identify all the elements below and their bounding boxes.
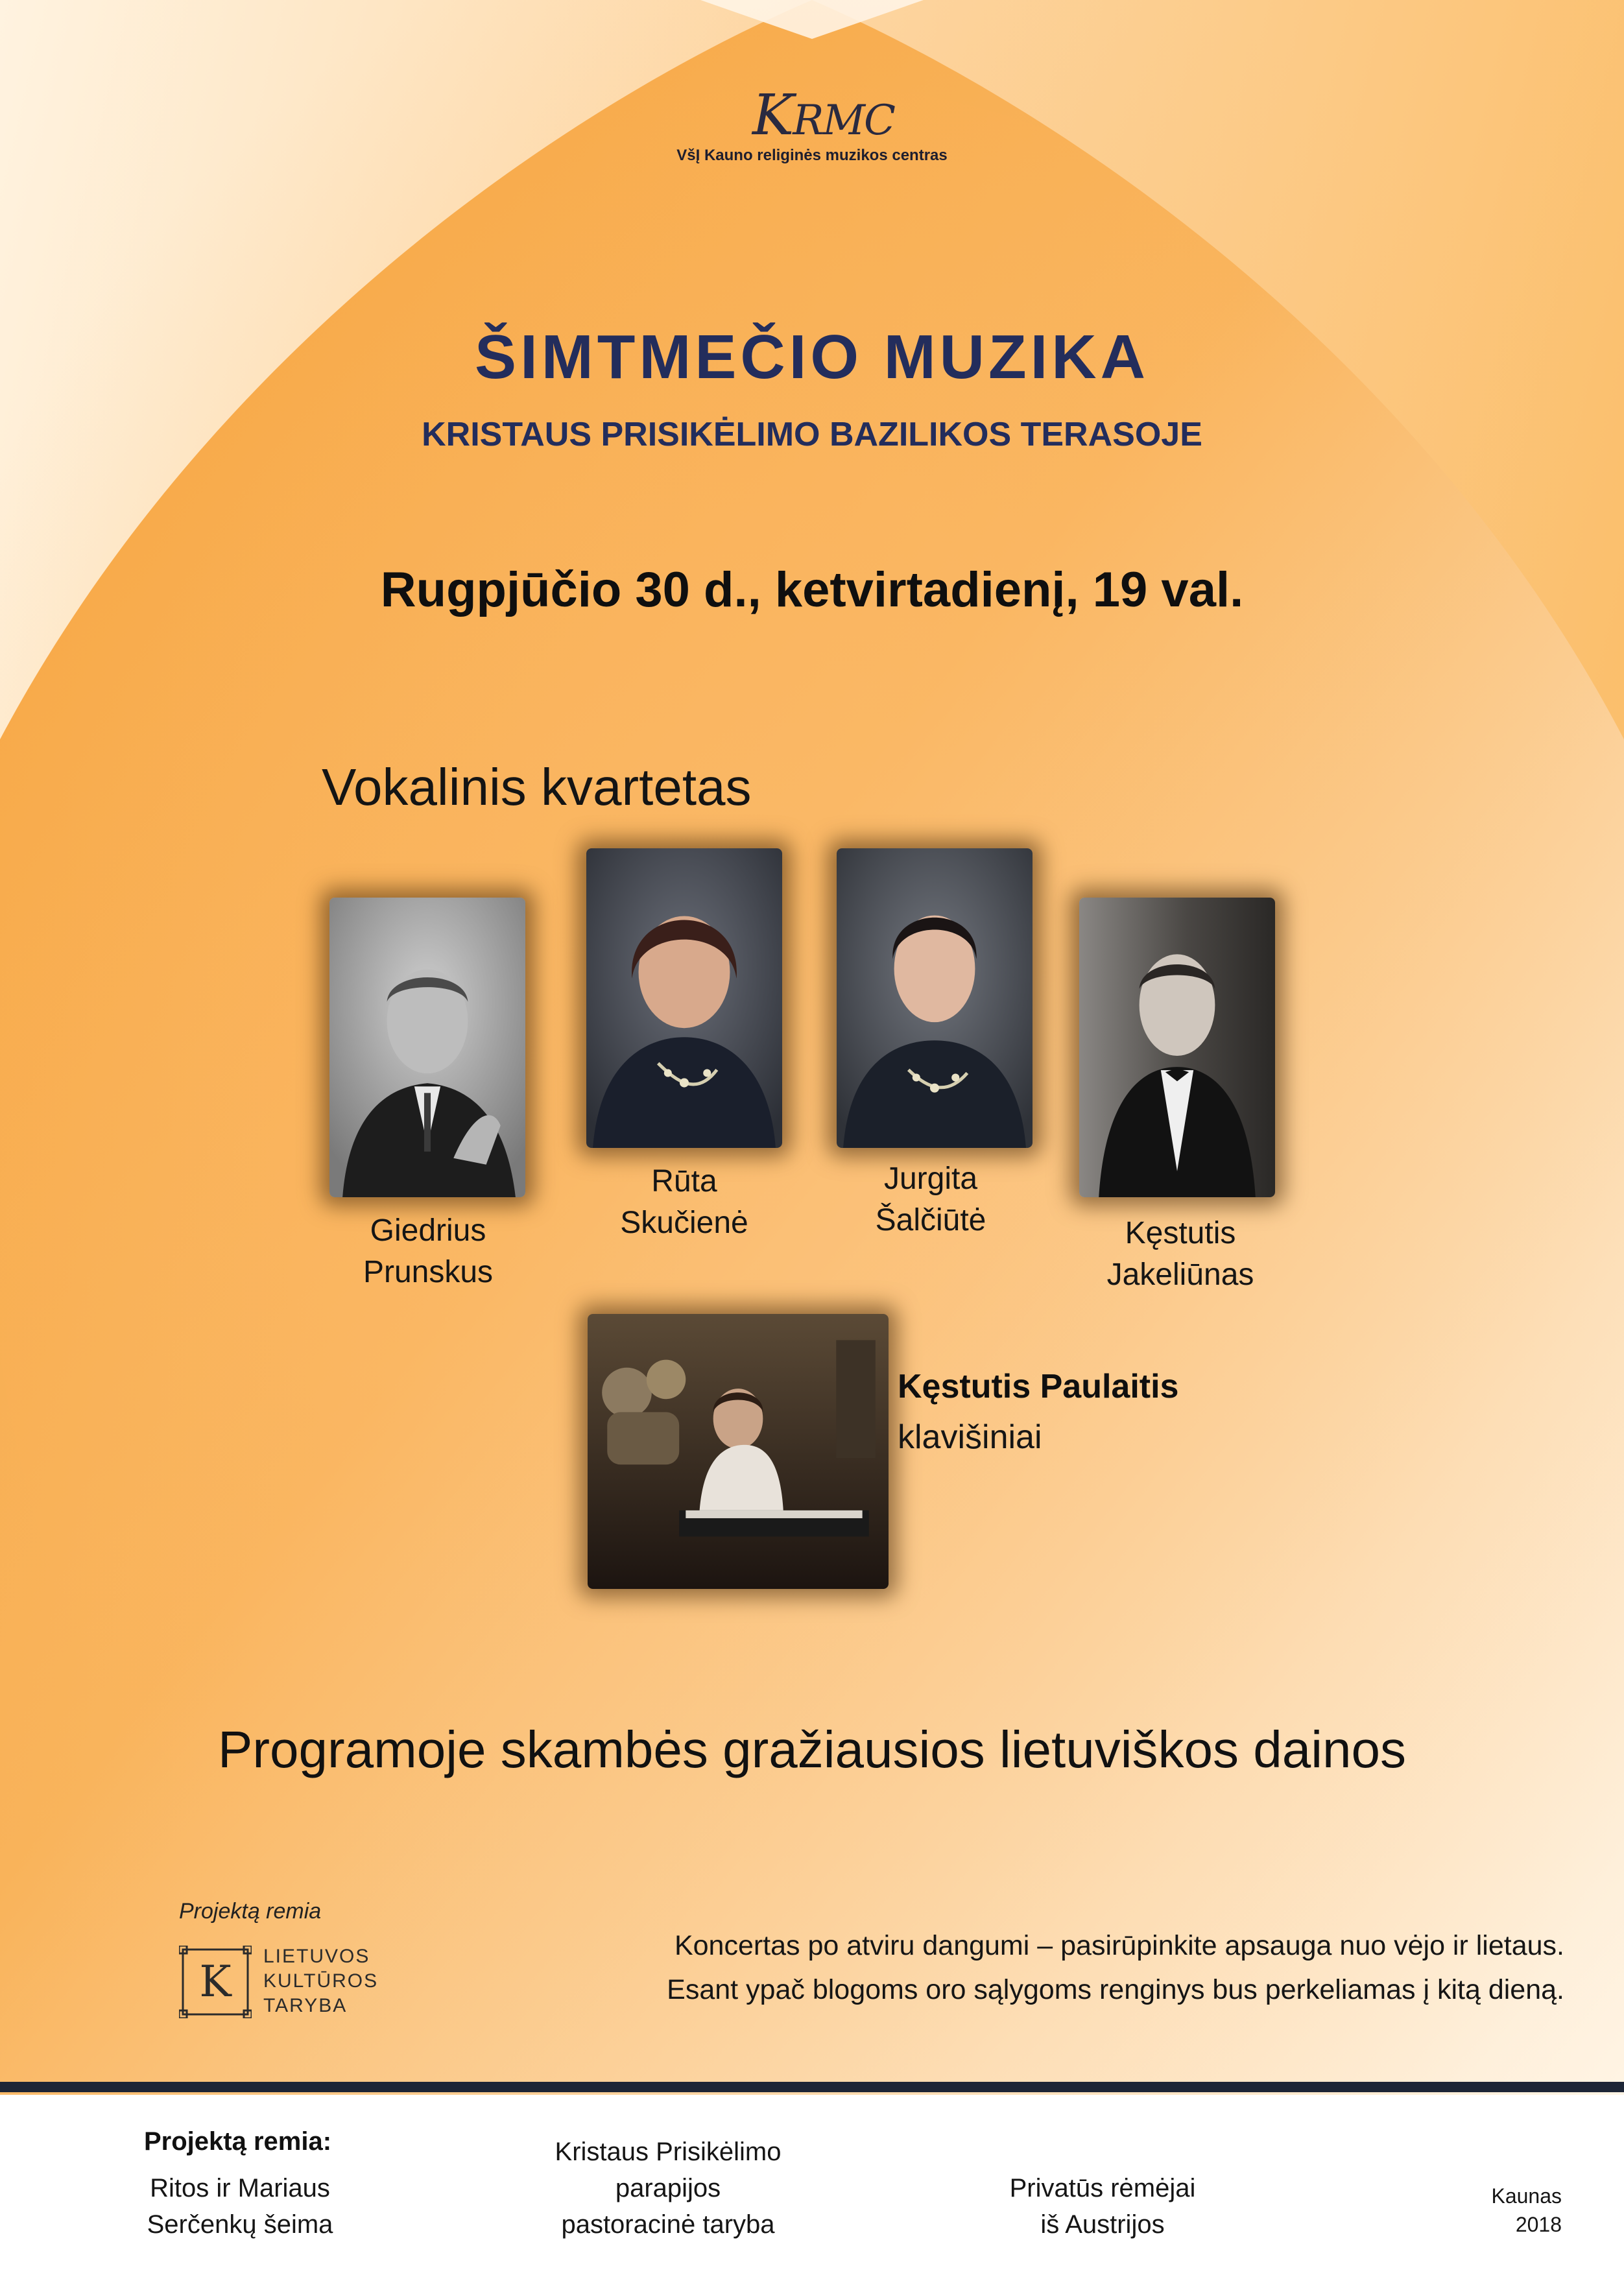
council-logo-letter: K bbox=[199, 1957, 232, 2007]
member-name-giedrius: Giedrius Prunskus bbox=[363, 1213, 494, 1289]
footer-sponsor-family: Ritos ir Mariaus Serčenkų šeima bbox=[147, 2174, 333, 2239]
photo-kestutis-paulaitis bbox=[588, 1314, 889, 1589]
pianist-name: Kęstutis Paulaitis bbox=[898, 1368, 1179, 1405]
program-note: Programoje skambės gražiausios lietuviškos dainos bbox=[218, 1721, 1406, 1778]
support-label: Projektą remia bbox=[179, 1899, 322, 1924]
event-subtitle: KRISTAUS PRISIKĖLIMO BAZILIKOS TERASOJE bbox=[422, 416, 1202, 453]
footer-sponsor-private: Privatūs rėmėjai iš Austrijos bbox=[1009, 2174, 1196, 2239]
photo-giedrius-prunskus bbox=[329, 898, 525, 1197]
ensemble-label: Vokalinis kvartetas bbox=[322, 758, 752, 816]
footer-divider bbox=[0, 2082, 1624, 2092]
krmc-logo: KRMC bbox=[752, 83, 894, 148]
member-name-ruta: Rūta Skučienė bbox=[620, 1164, 748, 1240]
footer-heading: Projektą remia: bbox=[144, 2127, 332, 2156]
photo-kestutis-jakeliunas bbox=[1079, 898, 1275, 1197]
member-name-jurgita: Jurgita Šalčiūtė bbox=[875, 1162, 986, 1237]
pianist-role: klavišiniai bbox=[898, 1418, 1042, 1456]
council-name: LIETUVOS KULTŪROS TARYBA bbox=[263, 1946, 379, 2016]
weather-note: Koncertas po atviru dangumi – pasirūpinkite apsauga nuo vėjo ir lietaus. Esant ypač blogoms oro sąlygoms renginys bus perkeliamas į kitą dieną. bbox=[667, 1930, 1564, 2005]
event-title: ŠIMTMEČIO MUZIKA bbox=[475, 322, 1149, 392]
footer-city-year: Kaunas 2018 bbox=[1491, 2184, 1562, 2236]
photo-jurgita-salciute bbox=[837, 848, 1033, 1148]
organizer-name: VšĮ Kauno religinės muzikos centras bbox=[676, 147, 948, 164]
member-name-kestutis-j: Kęstutis Jakeliūnas bbox=[1106, 1216, 1254, 1292]
event-datetime: Rugpjūčio 30 d., ketvirtadienį, 19 val. bbox=[380, 562, 1244, 617]
photo-ruta-skuciene bbox=[586, 848, 782, 1148]
footer-sponsor-parish: Kristaus Prisikėlimo parapijos pastoracinė taryba bbox=[555, 2138, 782, 2239]
